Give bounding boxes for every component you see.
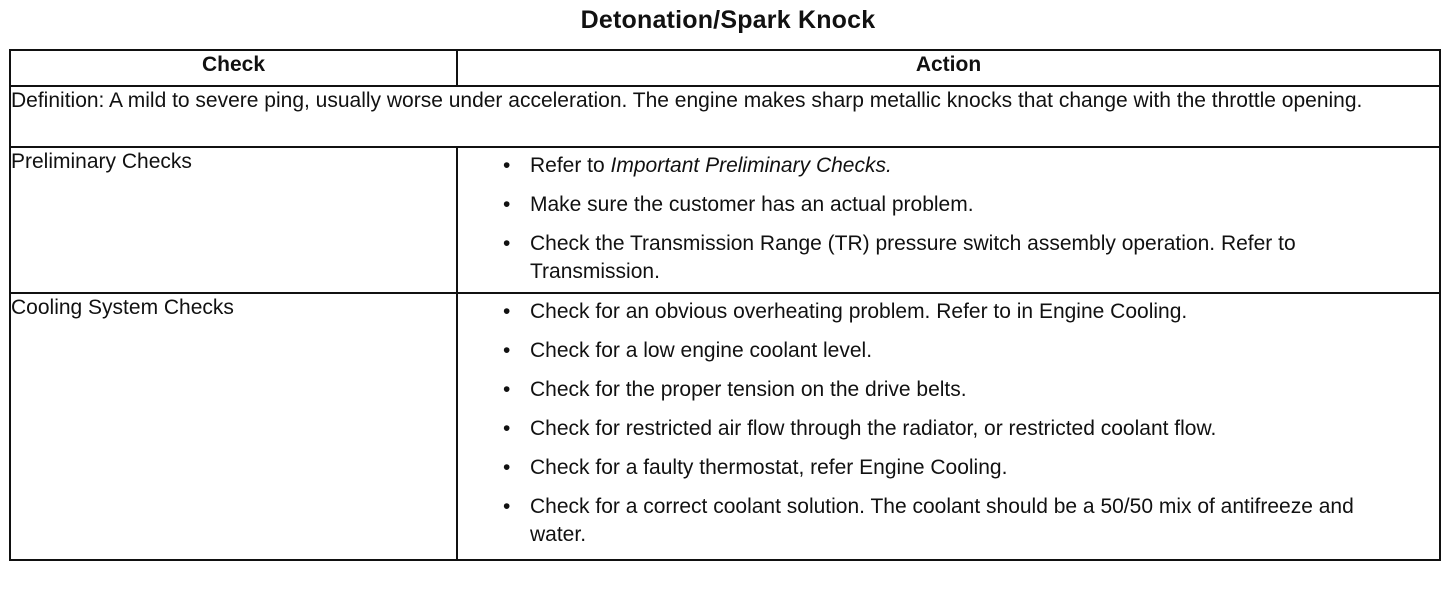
bullet-icon: •: [503, 495, 511, 518]
action-item: [503, 415, 1409, 443]
action-text: Check for an obvious overheating problem. Refer to in Engine Cooling.: [530, 300, 1188, 323]
bullet-icon: •: [503, 300, 511, 323]
action-list: [458, 148, 1439, 292]
action-text: Check the Transmission Range (TR) pressure switch assembly operation. Refer to Transmission.: [530, 232, 1296, 283]
action-text: Check for the proper tension on the drive belts.: [530, 378, 967, 401]
action-item: [503, 191, 1409, 219]
action-item: [503, 493, 1409, 549]
table-header-row: [10, 50, 1440, 86]
bullet-icon: •: [503, 193, 511, 216]
table-row: [10, 147, 1440, 293]
diagnostic-table: [9, 49, 1441, 561]
action-item: [503, 376, 1409, 404]
bullet-icon: •: [503, 417, 511, 440]
action-item: [503, 454, 1409, 482]
action-item: [503, 337, 1409, 365]
action-item: [503, 152, 1409, 180]
action-text: Check for a correct coolant solution. The coolant should be a 50/50 mix of antifreeze and water.: [530, 495, 1354, 546]
action-emphasis: Important Preliminary Checks.: [610, 154, 892, 177]
action-item: [503, 298, 1409, 326]
bullet-icon: •: [503, 339, 511, 362]
definition-row: [10, 86, 1440, 147]
action-list: [458, 294, 1439, 555]
action-cell-cooling: [457, 293, 1440, 560]
action-text: Check for a faulty thermostat, refer Engine Cooling.: [530, 456, 1008, 479]
column-header-action: Action: [457, 50, 1440, 86]
action-text: Make sure the customer has an actual problem.: [530, 193, 974, 216]
check-cell-cooling: Cooling System Checks: [10, 293, 457, 560]
action-item: [503, 230, 1409, 286]
document-title: Detonation/Spark Knock: [580, 6, 876, 34]
action-text: Check for a low engine coolant level.: [530, 339, 873, 362]
bullet-icon: •: [503, 154, 511, 177]
bullet-icon: •: [503, 232, 511, 255]
check-cell-preliminary: Preliminary Checks: [10, 147, 457, 293]
column-header-check: Check: [10, 50, 457, 86]
action-text: Check for restricted air flow through the radiator, or restricted coolant flow.: [530, 417, 1217, 440]
table-row: [10, 293, 1440, 560]
action-cell-preliminary: [457, 147, 1440, 293]
definition-text: Definition: A mild to severe ping, usually worse under acceleration. The engine makes sharp metallic knocks that change with the throttle opening.: [10, 86, 1440, 147]
bullet-icon: •: [503, 456, 511, 479]
action-text: Refer to: [530, 154, 611, 177]
bullet-icon: •: [503, 378, 511, 401]
